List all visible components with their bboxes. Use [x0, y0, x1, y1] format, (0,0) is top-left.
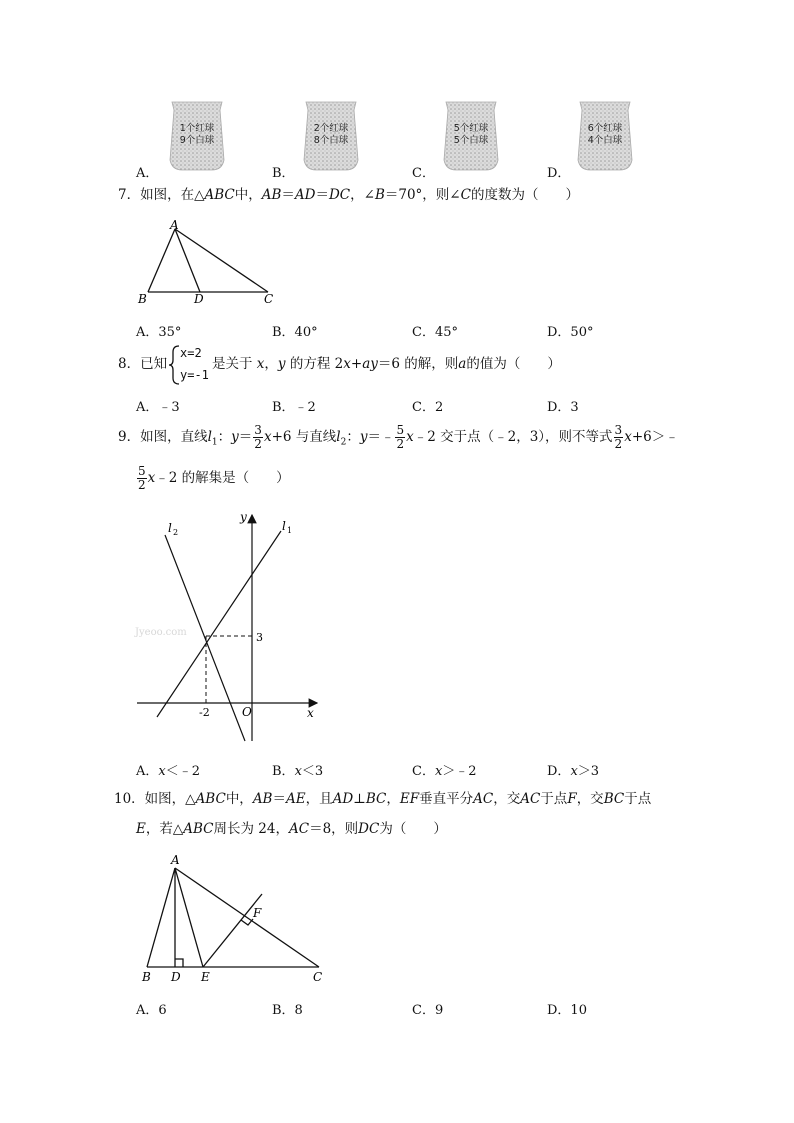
q6-option-a-bag-white: 9个白球	[179, 135, 215, 146]
q9-fraction	[395, 424, 405, 451]
q7-var: AD	[294, 187, 316, 203]
q8-stem-rest	[212, 354, 561, 374]
q10-segment-ab	[147, 868, 175, 967]
q7-var: C	[460, 187, 471, 203]
q9-var: x	[147, 470, 156, 486]
q8-text: 的值为（ ）	[466, 356, 561, 372]
q8-text: 的方程 2	[289, 356, 344, 372]
q10-text: ，交	[576, 791, 604, 807]
q6-option-d-bag-white: 4个白球	[587, 135, 623, 146]
q10-text: ，且	[305, 791, 333, 807]
q9-option-c[interactable]	[412, 760, 477, 779]
q7-text: ＝70°，则∠	[384, 187, 461, 203]
q10-var: AE	[285, 791, 306, 807]
q10-text: ，	[386, 791, 400, 807]
q9-text: 9．如图，直线	[118, 429, 208, 445]
q10-var: BC	[603, 791, 625, 807]
q9-text: ＝	[238, 429, 253, 445]
q7-label-b: B	[138, 292, 147, 306]
q10-stem-line2	[136, 818, 447, 840]
q6-option-b-bag-red: 2个红球	[313, 123, 349, 134]
q9-option-d-var: x	[570, 764, 578, 779]
q9-frac-den: 2	[254, 437, 262, 451]
q9-frac-den: 2	[138, 478, 146, 492]
q6-option-b-bag-image	[302, 100, 360, 172]
q9-text: +6 与直线	[271, 429, 337, 445]
q10-var: ABC	[183, 821, 214, 837]
q10-var: E	[136, 821, 146, 837]
q9-graph-figure	[125, 505, 330, 750]
q8-system-line2: y=-1	[180, 368, 209, 382]
q9-option-a[interactable]	[136, 760, 200, 779]
q10-option-a[interactable]: A．6	[136, 1003, 167, 1018]
q6-option-c-label[interactable]: C．	[412, 166, 435, 181]
q10-label-c: C	[313, 970, 323, 984]
q9-label-l1: l	[282, 519, 286, 533]
q6-option-a-bag-red: 1个红球	[179, 123, 215, 134]
q9-frac-den: 2	[614, 437, 623, 451]
q10-stem-line1	[114, 788, 651, 810]
q10-var: BC	[365, 791, 387, 807]
q9-line-l1	[157, 531, 281, 717]
q7-text: 如图，在△	[140, 187, 205, 203]
q9-var: y	[231, 429, 239, 445]
q8-stem	[118, 354, 167, 374]
q9-text: ﹣2 的解集是（ ）	[155, 470, 290, 486]
q10-text: ＝8，则	[309, 821, 359, 837]
q6-option-a-label[interactable]: A．	[136, 166, 159, 181]
q8-text: +	[350, 356, 363, 372]
q8-option-c[interactable]: C．2	[412, 400, 444, 415]
q10-segment-ac	[175, 868, 319, 967]
q10-text: 垂直平分	[419, 791, 474, 807]
q6-option-c-bag-white: 5个白球	[453, 135, 489, 146]
q6-option-b-bag-white: 8个白球	[313, 135, 349, 146]
q8-system-line1: x=2	[180, 346, 202, 360]
q10-label-b: B	[142, 970, 151, 984]
q9-option-b-var: x	[294, 764, 302, 779]
q7-text: ，∠	[350, 187, 375, 203]
q10-text: ，交	[493, 791, 521, 807]
q10-option-d[interactable]: D．10	[547, 1003, 587, 1018]
q9-var: l	[207, 429, 212, 445]
q9-frac-num: 5	[138, 464, 146, 478]
q7-var: DC	[328, 187, 351, 203]
q9-fraction	[614, 424, 624, 451]
q10-segment-ae	[175, 868, 203, 967]
q10-text: ⊥	[353, 791, 366, 807]
q9-label-l2: l	[168, 521, 172, 535]
q8-option-d[interactable]: D．3	[547, 400, 579, 415]
q9-option-c-label: C．	[412, 764, 435, 779]
q7-triangle-figure	[130, 215, 290, 310]
q9-subscript: 1	[211, 437, 218, 448]
q7-text: ＝	[281, 187, 295, 203]
q8-var: ay	[362, 356, 378, 372]
q7-var: B	[374, 187, 385, 203]
q9-frac-den: 2	[396, 437, 405, 451]
q9-option-a-text: ＜﹣2	[165, 764, 201, 779]
q6-option-d-label[interactable]: D．	[547, 166, 571, 181]
q9-option-a-var: x	[158, 764, 166, 779]
q10-var: AD	[332, 791, 354, 807]
q10-var: ABC	[195, 791, 226, 807]
q9-text: +6＞﹣	[631, 429, 679, 445]
q9-label-neg2: -2	[199, 706, 210, 719]
q6-option-d-bag-image	[576, 100, 634, 172]
q8-var: y	[277, 356, 286, 372]
q9-var: x	[263, 429, 272, 445]
q9-var: y	[359, 429, 368, 445]
q9-frac-num: 3	[254, 423, 262, 437]
q9-text: ﹣2 交于点（﹣2，3），则不等式	[413, 429, 613, 445]
q8-text: ，	[264, 356, 278, 372]
q9-fraction	[137, 465, 147, 492]
q10-text: 为（ ）	[379, 821, 447, 837]
q9-option-b[interactable]	[272, 760, 323, 779]
q9-option-b-label: B．	[272, 764, 295, 779]
q10-var: AC	[288, 821, 310, 837]
q10-text: 于点	[540, 791, 568, 807]
q9-text: ：	[346, 429, 360, 445]
q8-option-b[interactable]: B．﹣2	[272, 400, 316, 415]
q10-var: DC	[358, 821, 380, 837]
q10-right-angle-d	[175, 959, 183, 967]
q9-label-x: x	[307, 706, 314, 720]
q7-text: 中，	[234, 187, 262, 203]
q6-option-c-bag-red: 5个红球	[453, 123, 489, 134]
q7-text: 的度数为（ ）	[470, 187, 579, 203]
q9-text: ：	[217, 429, 232, 445]
q10-option-b[interactable]: B．8	[272, 1003, 303, 1018]
q10-label-e: E	[201, 970, 210, 984]
q10-var: AC	[473, 791, 494, 807]
q7-option-c[interactable]: C．45°	[412, 325, 458, 340]
q10-text: 周长为 24，	[213, 821, 289, 837]
q7-segment-ab	[148, 229, 175, 292]
q7-segment-ac	[175, 229, 268, 292]
q6-option-c-bag-image	[442, 100, 500, 172]
q9-var: l	[336, 429, 341, 445]
q9-option-c-text: ＞﹣2	[442, 764, 477, 779]
q9-frac-num: 3	[614, 423, 623, 437]
q7-label-c: C	[264, 292, 274, 306]
q7-label-d: D	[194, 292, 204, 306]
q9-option-c-var: x	[434, 764, 443, 779]
q6-option-a-bag-image	[168, 100, 226, 172]
q10-text: 10．如图，△	[114, 791, 196, 807]
q9-label-three: 3	[256, 631, 263, 644]
q8-option-a[interactable]: A．﹣3	[136, 400, 180, 415]
q9-label-origin: O	[242, 705, 252, 719]
q9-fraction	[253, 424, 263, 451]
q7-stem	[118, 184, 579, 206]
q8-brace-icon	[167, 344, 181, 386]
q10-var: F	[567, 791, 577, 807]
q10-text: 中，	[225, 791, 253, 807]
q8-var: a	[458, 356, 467, 372]
q10-label-a: A	[171, 853, 180, 867]
q9-option-d[interactable]	[547, 760, 599, 779]
q8-var: x	[256, 356, 265, 372]
q9-option-a-label: A．	[136, 764, 159, 779]
q7-number: 7．	[118, 187, 141, 203]
q8-text: 是关于	[212, 356, 253, 372]
q7-label-a: A	[170, 218, 179, 232]
q8-number: 8．已知	[118, 356, 168, 372]
q7-option-b[interactable]: B．40°	[272, 325, 318, 340]
q9-label-l1-sub: 1	[287, 526, 293, 535]
q7-option-a[interactable]: A．35°	[136, 325, 182, 340]
q10-text: ，若△	[145, 821, 184, 837]
q9-option-d-text: ＞3	[577, 764, 600, 779]
q10-label-d: D	[171, 970, 181, 984]
q7-option-d[interactable]: D．50°	[547, 325, 594, 340]
q6-option-b-label[interactable]: B．	[272, 166, 295, 181]
q10-var: AC	[520, 791, 541, 807]
q7-text: ＝	[315, 187, 329, 203]
q8-text: ＝6 的解，则	[377, 356, 459, 372]
q10-var: EF	[399, 791, 420, 807]
q9-option-b-text: ＜3	[301, 764, 324, 779]
q10-triangle-figure	[135, 850, 335, 990]
q7-segment-ad	[175, 229, 200, 292]
q7-var: AB	[261, 187, 282, 203]
q10-text: ＝	[272, 791, 286, 807]
q9-stem-line1	[118, 424, 679, 451]
q9-text: ＝﹣	[367, 429, 395, 445]
q7-var: ABC	[204, 187, 235, 203]
q9-stem-line2	[136, 465, 290, 492]
q8-var: x	[343, 356, 351, 372]
q6-option-d-bag-red: 6个红球	[587, 123, 623, 134]
q9-option-d-label: D．	[547, 764, 571, 779]
q9-label-l2-sub: 2	[173, 528, 179, 537]
q9-watermark: Jyeoo.com	[135, 627, 187, 638]
q10-var: AB	[252, 791, 273, 807]
q9-var: x	[406, 429, 414, 445]
q10-option-c[interactable]: C．9	[412, 1003, 444, 1018]
q9-subscript: 2	[340, 437, 347, 448]
q9-label-y: y	[240, 510, 247, 524]
q10-text: 于点	[624, 791, 652, 807]
q9-frac-num: 5	[396, 423, 405, 437]
q9-var: x	[624, 429, 632, 445]
q10-segment-ef	[203, 894, 262, 967]
q10-label-f: F	[253, 906, 262, 920]
